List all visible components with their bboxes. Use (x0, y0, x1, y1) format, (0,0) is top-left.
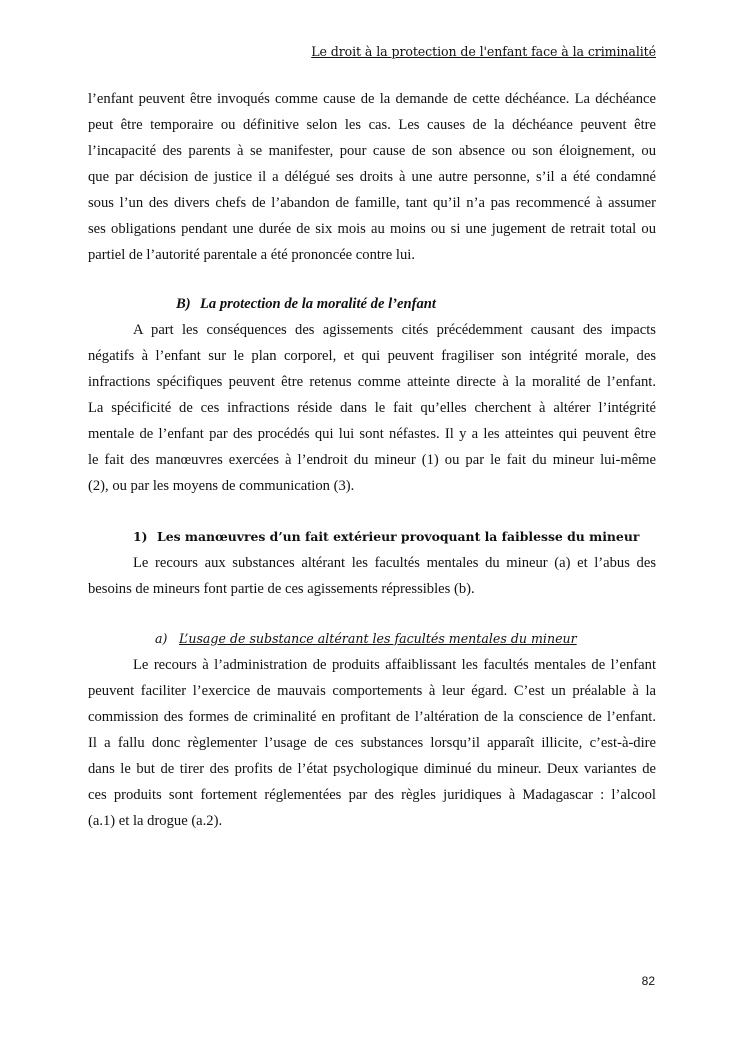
page-number: 82 (641, 974, 655, 988)
section-heading-b (176, 294, 436, 314)
text-line: infractions spécifiques peuvent être retenus comme atteinte directe à la moralité de l’enfant. (88, 374, 656, 390)
subsection-heading-1 (133, 527, 639, 547)
text-line: mentale de l’enfant par des procédés qui lui sont néfastes. Il y a les atteintes qui peuvent être (88, 426, 656, 442)
heading-text: Les manœuvres d’un fait extérieur provoquant la faiblesse du mineur (157, 529, 640, 544)
text-line: peuvent faciliter l’exercice de mauvais comportements à leur égard. C’est un préalable à la (88, 683, 656, 699)
text-line: que par décision de justice il a délégué ses droits à une autre personne, s’il a été condamné (88, 169, 656, 185)
text-line: commission des formes de criminalité en profitant de l’altération de la conscience de l’enfant. (88, 709, 656, 725)
text-line: (a.1) et la drogue (a.2). (88, 813, 223, 829)
heading-number: B) (176, 296, 191, 312)
text-line: besoins de mineurs font partie de ces agissements répressibles (b). (88, 581, 475, 597)
text-line: partiel de l’autorité parentale a été prononcée contre lui. (88, 247, 415, 263)
heading-text: L’usage de substance altérant les facultés mentales du mineur (179, 631, 577, 646)
heading-number: 1) (133, 529, 148, 544)
paragraph (88, 550, 656, 602)
running-header: Le droit à la protection de l'enfant face à la criminalité (311, 44, 656, 59)
text-line: négatifs à l’enfant sur le plan corporel, et qui peuvent fragiliser son intégrité morale, des (88, 348, 656, 364)
text-line: ces produits sont fortement réglementées par des règles juridiques à Madagascar : l’alcool (88, 787, 656, 803)
text-line: Il a fallu donc règlementer l’usage de ces substances lorsqu’il apparaît illicite, c’est-à-dire (88, 735, 656, 751)
paragraph (88, 652, 656, 834)
text-line: peut être temporaire ou définitive selon les cas. Les causes de la déchéance peuvent être (88, 117, 656, 133)
heading-text: La protection de la moralité de l’enfant (200, 296, 436, 312)
text-line: sous l’un des divers chefs de l’abandon de famille, tant qu’il n’a pas recommencé à assumer (88, 195, 656, 211)
paragraph (88, 86, 656, 268)
paragraph (88, 317, 656, 499)
text-line: (2), ou par les moyens de communication (3). (88, 478, 355, 494)
heading-number: a) (155, 631, 168, 646)
text-line: Le recours à l’administration de produits affaiblissant les facultés mentales de l’enfant (133, 657, 656, 673)
text-line: le fait des manœuvres exercées à l’endroit du mineur (1) ou par le fait du mineur lui-même (88, 452, 656, 468)
text-line: A part les conséquences des agissements cités précédemment causant des impacts (133, 322, 656, 338)
text-line: l’incapacité des parents à se manifester, pour cause de son absence ou son éloignement, ou (88, 143, 656, 159)
text-line: l’enfant peuvent être invoqués comme cause de la demande de cette déchéance. La déchéance (88, 91, 656, 107)
text-line: La spécificité de ces infractions réside dans le fait qu’elles cherchent à altérer l’intégrité (88, 400, 656, 416)
text-line: dans le but de tirer des profits de l’état psychologique diminué du mineur. Deux variantes de (88, 761, 656, 777)
subsection-heading-a (155, 629, 577, 649)
text-line: Le recours aux substances altérant les facultés mentales du mineur (a) et l’abus des (133, 555, 656, 571)
text-line: ses obligations pendant une durée de six mois au moins ou si une jugement de retrait total ou (88, 221, 656, 237)
